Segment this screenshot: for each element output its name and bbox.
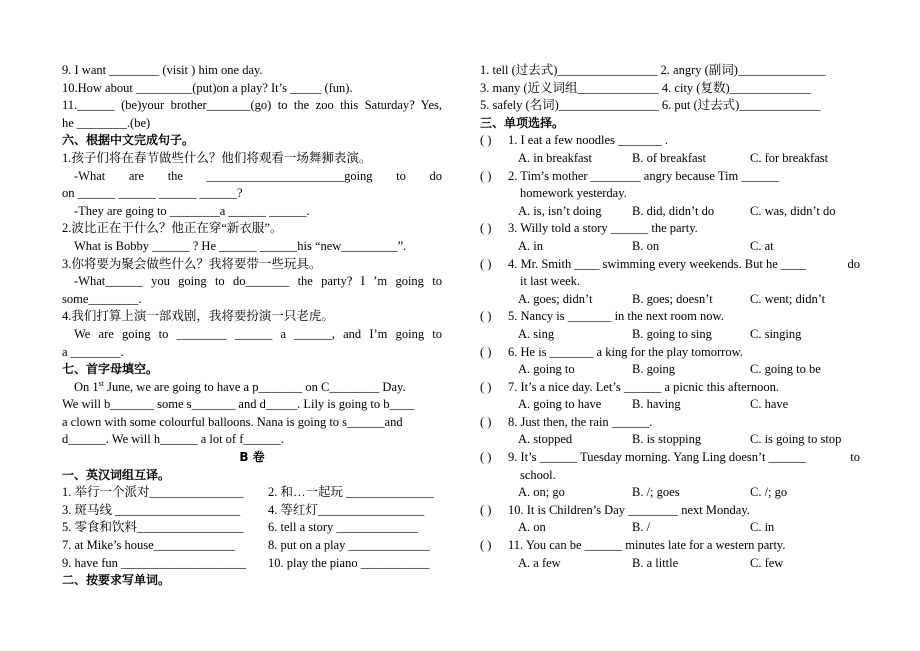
section-3-heading: 三、单项选择。	[480, 115, 565, 130]
mcq-question	[480, 308, 860, 326]
answer-option[interactable]: B. on	[632, 238, 660, 253]
answer-option[interactable]: B. of breakfast	[632, 150, 706, 165]
question-continuation: school.	[520, 467, 556, 482]
answer-option[interactable]: B. goes; doesn’t	[632, 291, 713, 306]
answer-option[interactable]: A. stopped	[518, 432, 573, 447]
s6-q3-line-b: some________.	[62, 291, 142, 306]
answer-option[interactable]: B. a little	[632, 555, 679, 570]
vocab-row-5	[62, 555, 442, 573]
vocab-item: 6. tell a story _____________	[268, 520, 418, 535]
question-continuation: it last week.	[520, 274, 581, 289]
question-text: 5. Nancy is _______ in the next room now.	[508, 309, 724, 324]
answer-option[interactable]: B. going	[632, 362, 676, 377]
s6-q1-line-a: -What are the ______________________going to do	[74, 168, 442, 183]
vocab-item: 9. have fun ____________________	[62, 555, 247, 570]
question-text: 1. I eat a few noodles _______ .	[508, 133, 669, 148]
section-b1-heading: 一、英汉词组互译。	[62, 467, 171, 482]
answer-bracket[interactable]: ( )	[480, 379, 492, 394]
answer-option[interactable]: B. /; goes	[632, 485, 680, 500]
vocab-row-3	[62, 519, 442, 537]
answer-options	[480, 396, 860, 414]
right-column	[480, 62, 860, 572]
vocab-item: 4. 等红灯_________________	[268, 502, 425, 517]
vocab-item: 10. play the piano ___________	[268, 555, 430, 570]
mcq-question	[480, 168, 860, 186]
answer-bracket[interactable]: ( )	[480, 309, 492, 324]
answer-options	[480, 555, 860, 573]
answer-option[interactable]: A. going to	[518, 362, 575, 377]
question-text: 8. Just then, the rain ______.	[508, 414, 653, 429]
answer-option[interactable]: A. on	[518, 520, 546, 535]
answer-option[interactable]: A. going to have	[518, 397, 602, 412]
answer-bracket[interactable]: ( )	[480, 344, 492, 359]
s6-q1-chinese: 1.孩子们将在春节做些什么？他们将观看一场舞狮表演。	[62, 150, 372, 165]
question-text: 11. You can be ______ minutes late for a western party.	[508, 538, 786, 553]
mcq-question	[480, 537, 860, 555]
mcq-question	[480, 344, 860, 362]
s6-q4-chinese: 4.我们打算上演一部戏剧，我将要扮演一只老虎。	[62, 309, 334, 324]
answer-option[interactable]: C. have	[750, 397, 789, 412]
answer-option[interactable]: C. few	[750, 555, 784, 570]
answer-option[interactable]: A. goes; didn’t	[518, 291, 593, 306]
question-10: 10.How about _________(put)on a play? It’s _____ (fun).	[62, 80, 353, 95]
passage-line-4: d______. We will h______ a lot of f______.	[62, 432, 285, 447]
question-text: 6. He is _______ a king for the play tomorrow.	[508, 344, 743, 359]
question-text: 9. It’s ______ Tuesday morning. Yang Ling doesn’t ______	[508, 450, 807, 465]
s6-q4-line-b: a ________.	[62, 344, 124, 359]
answer-option[interactable]: A. in	[518, 238, 543, 253]
answer-option[interactable]: C. at	[750, 238, 774, 253]
s6-q1-line-c: -They are going to ________a ______ ______.	[74, 203, 310, 218]
passage-ordinal-suffix: st	[98, 378, 104, 388]
mcq-question	[480, 502, 860, 520]
word-form-row-1: 1. tell (过去式)________________ 2. angry (副词)______________	[480, 63, 826, 77]
passage-line-1	[62, 379, 442, 397]
answer-options	[480, 238, 860, 256]
answer-option[interactable]: A. sing	[518, 326, 555, 341]
s6-q2-line-a: What is Bobby ______ ? He ______ ______his “new_________”.	[74, 238, 407, 253]
answer-option[interactable]: C. in	[750, 520, 775, 535]
answer-option[interactable]: C. went; didn’t	[750, 291, 826, 306]
question-text-tail: to	[850, 450, 860, 465]
mcq-question	[480, 132, 860, 150]
question-9: 9. I want ________ (visit ) him one day.	[62, 63, 263, 77]
question-text-tail: do	[847, 256, 860, 271]
s6-q3-chinese: 3.你将要为聚会做些什么？我将要带一些玩具。	[62, 256, 322, 271]
passage-line-3: a clown with some colourful balloons. Nana is going to s______and	[62, 414, 403, 429]
vocab-item: 5. 零食和饮料_________________	[62, 520, 244, 535]
word-form-row-3: 5. safely (名词)________________ 6. put (过去式)_____________	[480, 98, 821, 113]
answer-bracket[interactable]: ( )	[480, 221, 492, 236]
answer-option[interactable]: A. a few	[518, 555, 561, 570]
answer-bracket[interactable]: ( )	[480, 538, 492, 553]
answer-option[interactable]: C. /; go	[750, 485, 788, 500]
answer-option[interactable]: A. on; go	[518, 485, 565, 500]
answer-option[interactable]: C. for breakfast	[750, 150, 829, 165]
section-b2-heading: 二、按要求写单词。	[62, 573, 171, 588]
s6-q3-line-a: -What______ you going to do_______ the party? I ’m going to	[74, 274, 442, 289]
question-continuation: homework yesterday.	[520, 186, 627, 201]
answer-bracket[interactable]: ( )	[480, 256, 492, 271]
s6-q2-chinese: 2.波比正在干什么？他正在穿“新衣服”。	[62, 221, 283, 236]
answer-bracket[interactable]: ( )	[480, 450, 492, 465]
multiple-choice-list	[480, 132, 860, 572]
vocab-item: 3. 斑马线 ____________________	[62, 502, 241, 517]
answer-option[interactable]: B. did, didn’t do	[632, 203, 715, 218]
answer-options	[480, 150, 860, 168]
vocab-row-2	[62, 502, 442, 520]
mcq-question	[480, 220, 860, 238]
vocab-item: 7. at Mike’s house_____________	[62, 538, 235, 553]
word-form-row-2: 3. many (近义词组_____________ 4. city (复数)_____________	[480, 80, 811, 95]
answer-option[interactable]: B. going to sing	[632, 326, 712, 341]
answer-option[interactable]: B. having	[632, 397, 681, 412]
question-11: 11.______ (be)your brother_______(go) to the zoo this Saturday? Yes,	[62, 98, 442, 113]
vocab-item: 8. put on a play _____________	[268, 538, 430, 553]
answer-option[interactable]: A. in breakfast	[518, 150, 592, 165]
section-6-heading: 六、根据中文完成句子。	[62, 133, 195, 148]
answer-option[interactable]: B. /	[632, 520, 651, 535]
answer-options	[480, 326, 860, 344]
answer-bracket[interactable]: ( )	[480, 133, 492, 148]
section-7-heading: 七、首字母填空。	[62, 362, 159, 377]
vocab-row-4	[62, 537, 442, 555]
vocab-row-1	[62, 484, 442, 502]
answer-options	[480, 431, 860, 449]
answer-option[interactable]: A. is, isn’t doing	[518, 203, 602, 218]
left-column	[62, 62, 442, 590]
answer-option[interactable]: C. was, didn’t do	[750, 203, 836, 218]
mcq-question	[480, 414, 860, 432]
question-text: 4. Mr. Smith ____ swimming every weekends. But he ____	[508, 256, 806, 271]
answer-options	[480, 484, 860, 502]
answer-option[interactable]: C. going to be	[750, 362, 821, 377]
answer-options	[480, 519, 860, 537]
passage-line-1-b: June, we are going to have a p_______ on C________ Day.	[104, 379, 406, 394]
answer-bracket[interactable]: ( )	[480, 502, 492, 517]
s6-q4-line-a: We are going to ________ ______ a ______, and I’m going to	[74, 326, 442, 341]
mcq-question	[480, 379, 860, 397]
question-text: 2. Tim’s mother ________ angry because Tim ______	[508, 168, 779, 183]
mcq-question	[480, 256, 860, 274]
answer-options	[480, 203, 860, 221]
passage-line-1-a: On 1	[74, 379, 99, 394]
answer-bracket[interactable]: ( )	[480, 168, 492, 183]
question-11-cont: he ________.(be)	[62, 115, 151, 130]
mcq-question	[480, 449, 860, 467]
question-text: 10. It is Children’s Day ________ next Monday.	[508, 502, 750, 517]
question-text: 7. It’s a nice day. Let’s ______ a picnic this afternoon.	[508, 379, 779, 394]
vocab-item: 1. 举行一个派对_______________	[62, 485, 244, 500]
answer-options	[480, 291, 860, 309]
answer-bracket[interactable]: ( )	[480, 414, 492, 429]
part-b-title: B 卷	[239, 450, 265, 465]
vocab-item: 2. 和…一起玩 ______________	[268, 485, 434, 500]
question-text: 3. Willy told a story ______ the party.	[508, 221, 698, 236]
answer-option[interactable]: B. is stopping	[632, 432, 702, 447]
answer-option[interactable]: C. is going to stop	[750, 432, 842, 447]
answer-options	[480, 361, 860, 379]
answer-option[interactable]: C. singing	[750, 326, 802, 341]
s6-q1-line-b: on ______ ______ ______ ______?	[62, 186, 243, 201]
passage-line-2: We will b_______ some s_______ and d_____. Lily is going to b____	[62, 397, 415, 412]
